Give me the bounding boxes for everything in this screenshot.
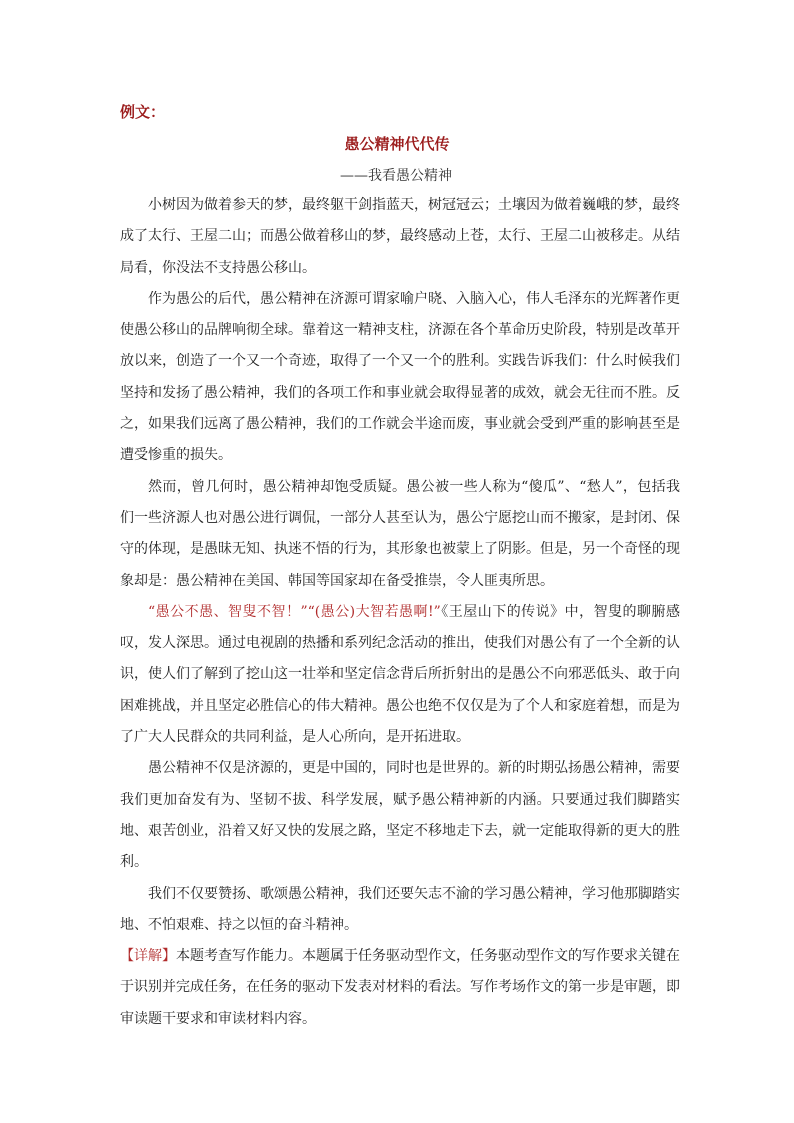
- paragraph-4-quote: “愚公不愚、智叟不智！”“(愚公)大智若愚啊!”: [148, 603, 441, 620]
- paragraph-2: 作为愚公的后代，愚公精神在济源可谓家喻户晓、入脑入心，伟人毛泽东的光辉著作更使愚公移山的品牌响彻全球。靠着这一精神支柱，济源在各个革命历史阶段，特别是改革开放以来，创造了一个又一个奇迹，取得了一个又一个的胜利。实践告诉我们：什么时候我们坚持和发扬了愚公精神，我们的各项工作和事业就会取得显著的成效，就会无往而不胜。反之，如果我们远离了愚公精神，我们的工作就会半途而废，事业就会受到严重的影响甚至是遭受惨重的损失。: [120, 290, 680, 464]
- essay-subtitle: ——我看愚公精神: [340, 168, 452, 184]
- paragraph-3: 然而，曾几何时，愚公精神却饱受质疑。愚公被一些人称为“傻瓜”、“愁人”，包括我们一些济源人也对愚公进行调侃，一部分人甚至认为，愚公宁愿挖山而不搬家，是封闭、保守的体现，是愚昧无知、执迷不悟的行为，其形象也被蒙上了阴影。但是，另一个奇怪的现象却是：愚公精神在美国、韩国等国家却在备受推崇，令人匪夷所思。: [120, 478, 680, 589]
- paragraph-4-text: 《王屋山下的传说》中，智叟的聊腑感叹，发人深思。通过电视剧的热播和系列纪念活动的推出，使我们对愚公有了一个全新的认识，使人们了解到了挖山这一壮举和坚定信念背后所折射出的是愚公不向邪恶低头、敢于向困难挑战，并且坚定必胜信心的伟大精神。愚公也绝不仅仅是为了个人和家庭着想，而是为了广大人民群众的共同利益，是人心所向，是开拓进取。: [120, 603, 680, 746]
- paragraph-6: 我们不仅要赞扬、歌颂愚公精神，我们还要矢志不渝的学习愚公精神，学习他那脚踏实地、不怕艰难、持之以恒的奋斗精神。: [120, 885, 680, 933]
- detail-tag: 【详解】: [120, 948, 176, 965]
- example-label: 例文：: [120, 103, 166, 121]
- essay-title: 愚公精神代代传: [344, 135, 450, 153]
- paragraph-1: 小树因为做着参天的梦，最终躯干剑指蓝天，树冠冠云；土壤因为做着巍峨的梦，最终成了太行、王屋二山；而愚公做着移山的梦，最终感动上苍，太行、王屋二山被移走。从结局看，你没法不支持愚公移山。: [120, 197, 680, 276]
- essay-body: [120, 190, 680, 1035]
- paragraph-4: [120, 597, 680, 753]
- detail-text: 本题考查写作能力。本题属于任务驱动型作文，任务驱动型作文的写作要求关键在于识别并完成任务，在任务的驱动下发表对材料的看法。写作考场作文的第一步是审题，即审读题干要求和审读材料内容。: [120, 948, 680, 1027]
- detail-paragraph: [120, 941, 680, 1035]
- paragraph-5: 愚公精神不仅是济源的，更是中国的，同时也是世界的。新的时期弘扬愚公精神，需要我们更加奋发有为、坚韧不拔、科学发展，赋予愚公精神新的内涵。只要通过我们脚踏实地、艰苦创业，沿着又好又快的发展之路，坚定不移地走下去，就一定能取得新的更大的胜利。: [120, 760, 680, 871]
